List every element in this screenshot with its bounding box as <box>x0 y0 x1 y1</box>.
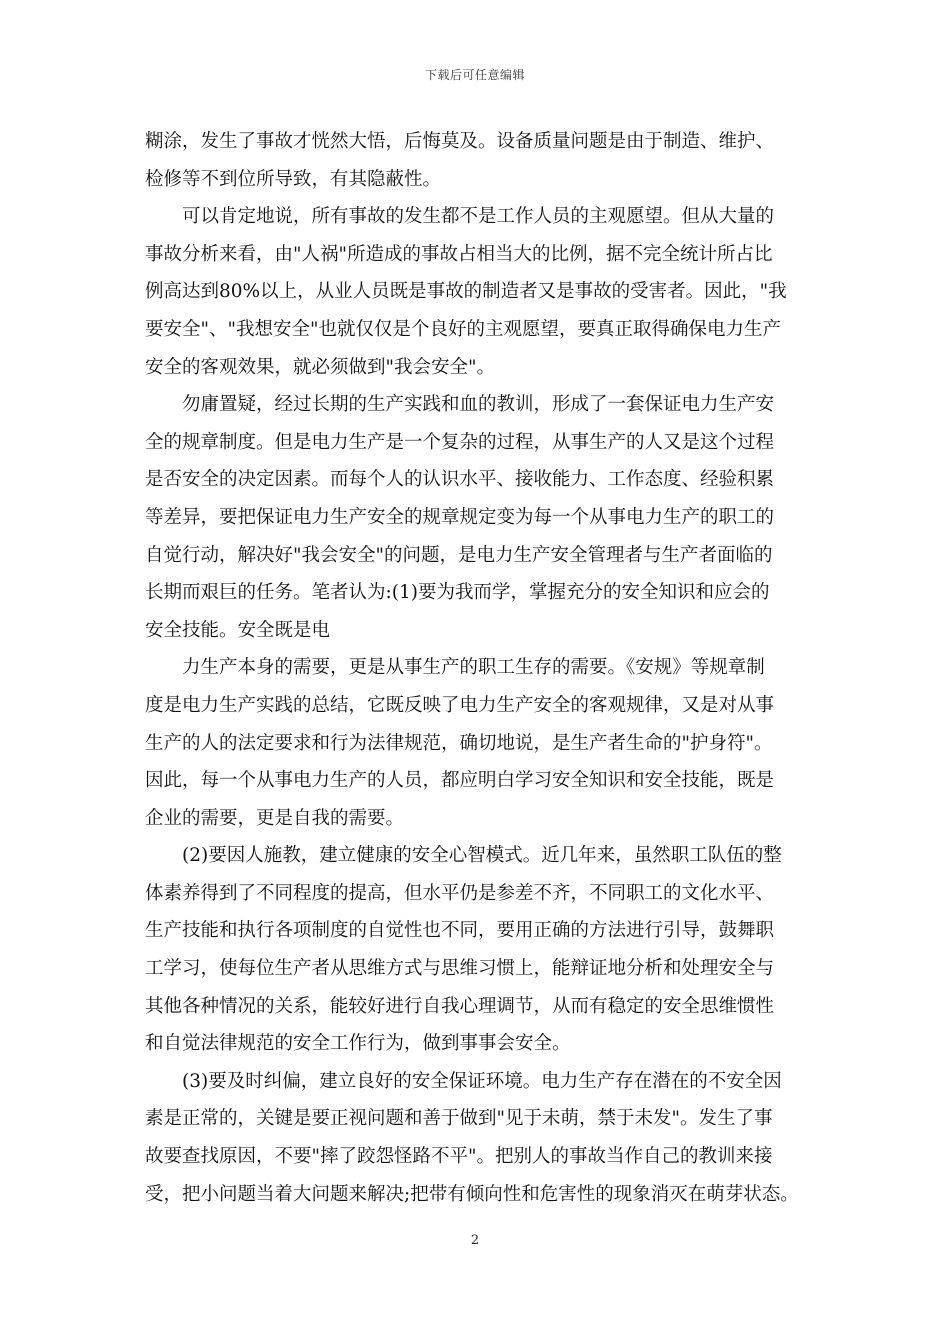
text-line: 生产的人的法定要求和行为法律规范，确切地说，是生产者生命的"护身符"。 <box>145 732 773 754</box>
text-line: 可以肯定地说，所有事故的发生都不是工作人员的主观愿望。但从大量的 <box>145 206 775 228</box>
text-line: 生产技能和执行各项制度的自觉性也不同，要用正确的方法进行引导，鼓舞职 <box>145 920 775 942</box>
text-line: 安全的客观效果，就必须做到"我会安全"。 <box>145 356 496 378</box>
text-line: 全的规章制度。但是电力生产是一个复杂的过程，从事生产的人又是这个过程 <box>145 431 775 453</box>
text-line: 故要查找原因，不要"摔了跤怨怪路不平"。把别人的事故当作自己的教训来接 <box>145 1146 773 1168</box>
page-number: 2 <box>470 1233 480 1248</box>
text-line: 力生产本身的需要，更是从事生产的职工生存的需要。《安规》等规章制 <box>145 657 765 679</box>
text-line: 糊涂，发生了事故才恍然大悟，后悔莫及。设备质量问题是由于制造、维护、 <box>145 131 775 152</box>
text-line: 因此，每一个从事电力生产的人员，都应明白学习安全知识和安全技能，既是 <box>145 770 775 792</box>
text-line: 事故分析来看，由"人祸"所造成的事故占相当大的比例，据不完全统计所占比 <box>145 243 773 265</box>
text-line: 体素养得到了不同程度的提高，但水平仍是参差不齐，不同职工的文化水平、 <box>145 882 775 904</box>
text-line: 长期而艰巨的任务。笔者认为:(1)要为我而学，掌握充分的安全知识和应会的 <box>145 582 770 604</box>
text-line: 受，把小问题当着大问题来解决;把带有倾向性和危害性的现象消灭在萌芽状态。 <box>145 1183 799 1205</box>
text-line: 例高达到80%以上，从业人员既是事故的制造者又是事故的受害者。因此，"我 <box>145 281 787 303</box>
text-line: 勿庸置疑，经过长期的生产实践和血的教训，形成了一套保证电力生产安 <box>145 394 775 416</box>
text-line: 安全技能。安全既是电 <box>145 619 331 641</box>
text-line: 和自觉法律规范的安全工作行为，做到事事会安全。 <box>145 1033 571 1055</box>
text-line: 其他各种情况的关系，能较好进行自我心理调节，从而有稳定的安全思维惯性 <box>145 995 775 1017</box>
text-line: 等差异，要把保证电力生产安全的规章规定变为每一个从事电力生产的职工的 <box>145 506 775 528</box>
text-line: 要安全"、"我想安全"也就仅仅是个良好的主观愿望，要真正取得确保电力生产 <box>145 318 782 340</box>
text-line: 素是正常的，关键是要正视问题和善于做到"见于未萌，禁于未发"。发生了事 <box>145 1108 773 1130</box>
text-line: (2)要因人施教，建立健康的安全心智模式。近几年来，虽然职工队伍的整 <box>145 845 782 867</box>
document-body <box>145 123 817 1213</box>
text-line: (3)要及时纠偏，建立良好的安全保证环境。电力生产存在潜在的不安全因 <box>145 1070 782 1092</box>
text-line: 度是电力生产实践的总结，它既反映了电力生产安全的客观规律，又是对从事 <box>145 694 775 716</box>
text-line: 检修等不到位所导致，有其隐蔽性。 <box>145 168 442 190</box>
text-line: 自觉行动，解决好"我会安全"的问题，是电力生产安全管理者与生产者面临的 <box>145 544 773 566</box>
text-line: 是否安全的决定因素。而每个人的认识水平、接收能力、工作态度、经验积累 <box>145 469 775 491</box>
text-line: 企业的需要，更是自我的需要。 <box>145 807 405 829</box>
text-line: 工学习，使每位生产者从思维方式与思维习惯上，能辩证地分析和处理安全与 <box>145 958 775 980</box>
page-header: 下载后可任意编辑 <box>424 68 525 82</box>
